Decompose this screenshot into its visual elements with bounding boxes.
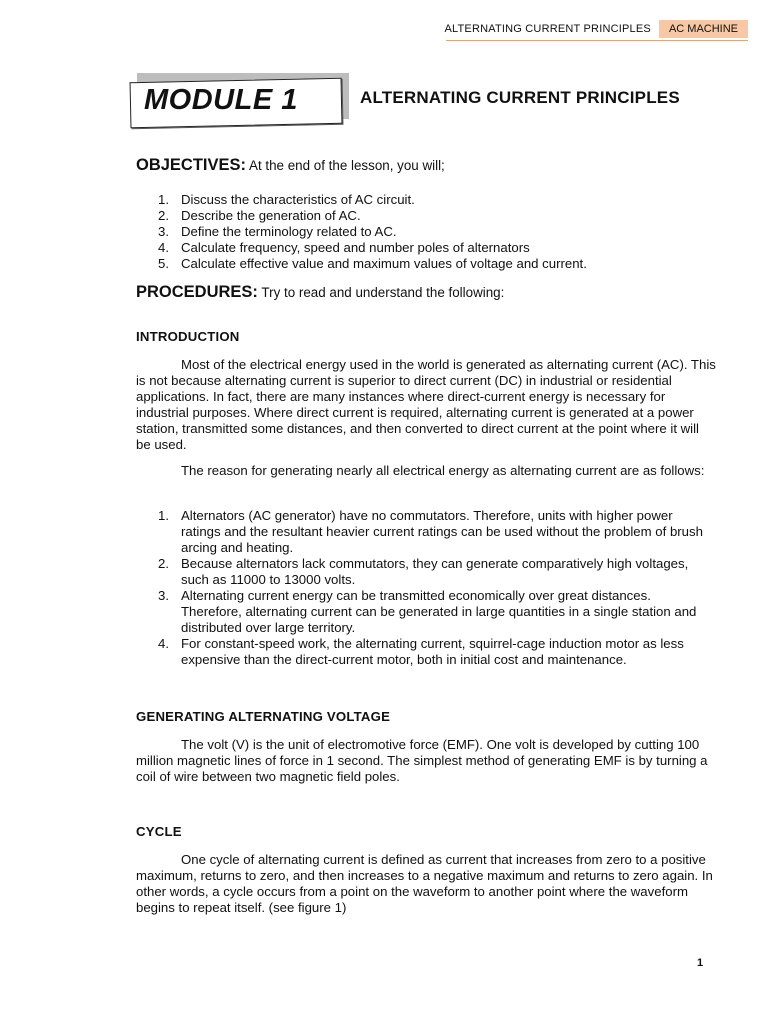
list-text: Calculate effective value and maximum values of voltage and current. — [181, 256, 587, 271]
list-text: Calculate frequency, speed and number poles of alternators — [181, 240, 530, 255]
list-number: 3. — [158, 588, 169, 603]
cycle-paragraph: One cycle of alternating current is defined as current that increases from zero to a positive maximum, returns to zero, and then increases to a negative maximum and returns to zero again. In other words, a cycle occurs from a point on the waveform to another point where the waveform begins to repeat itself. (see figure 1) — [136, 852, 713, 915]
list-text: Alternators (AC generator) have no commutators. Therefore, units with higher power ratings and the resultant heavier current ratings can be used without the problem of brush arcing and heating. — [181, 508, 703, 555]
module-label: MODULE 1 — [144, 84, 298, 116]
cycle-heading: CYCLE — [136, 824, 182, 839]
page-header — [444, 20, 748, 38]
list-item — [136, 224, 587, 240]
procedures-line — [136, 283, 504, 302]
list-item — [136, 256, 587, 272]
list-number: 4. — [158, 636, 169, 651]
page-number: 1 — [697, 957, 704, 969]
list-item — [136, 556, 706, 588]
list-number: 1. — [158, 192, 169, 207]
generating-heading: GENERATING ALTERNATING VOLTAGE — [136, 709, 391, 724]
list-number: 4. — [158, 240, 169, 255]
list-item — [136, 588, 706, 636]
list-text: Alternating current energy can be transmitted economically over great distances. Therefore, alternating current can be generated in large quantities in a single station and distributed over large territory. — [181, 588, 697, 635]
generating-paragraph: The volt (V) is the unit of electromotive force (EMF). One volt is developed by cutting 100 million magnetic lines of force in 1 second. The simplest method of generating EMF is by turning a coil of wire between two magnetic field poles. — [136, 737, 708, 784]
objectives-label: OBJECTIVES: — [136, 156, 247, 174]
introduction-paragraph-1: Most of the electrical energy used in the world is generated as alternating current (AC). This is not because alternating current is superior to direct current (DC) in industrial or residential applications. In fact, there are many instances where direct-current energy is necessary for industrial purposes. Where direct current is required, alternating current is generated at a power station, transmitted some distances, and then converted to direct current at the point where it will be used. — [136, 357, 716, 452]
objectives-intro: At the end of the lesson, you will; — [249, 158, 445, 173]
list-item — [136, 240, 587, 256]
list-item — [136, 508, 706, 556]
procedures-label: PROCEDURES: — [136, 283, 258, 301]
list-text: Define the terminology related to AC. — [181, 224, 397, 239]
header-tag: AC MACHINE — [659, 20, 748, 38]
list-number: 3. — [158, 224, 169, 239]
list-text: For constant-speed work, the alternating current, squirrel-cage induction motor as less expensive than the direct-current motor, both in initial cost and maintenance. — [181, 636, 684, 667]
list-item — [136, 192, 587, 208]
introduction-paragraph-2: The reason for generating nearly all electrical energy as alternating current are as follows: — [181, 463, 705, 478]
procedures-text: Try to read and understand the following: — [261, 285, 505, 300]
list-item — [136, 636, 706, 668]
list-text: Because alternators lack commutators, they can generate comparatively high voltages, such as 11000 to 13000 volts. — [181, 556, 689, 587]
objectives-list — [136, 192, 587, 272]
module-heading: ALTERNATING CURRENT PRINCIPLES — [360, 88, 680, 107]
list-number: 1. — [158, 508, 169, 523]
list-number: 2. — [158, 208, 169, 223]
list-item — [136, 208, 587, 224]
list-text: Discuss the characteristics of AC circuit. — [181, 192, 415, 207]
objectives-line — [136, 156, 445, 175]
reasons-list — [136, 508, 706, 668]
list-number: 5. — [158, 256, 169, 271]
introduction-heading: INTRODUCTION — [136, 329, 240, 344]
header-title: ALTERNATING CURRENT PRINCIPLES — [444, 23, 651, 35]
header-rule — [446, 40, 748, 41]
list-text: Describe the generation of AC. — [181, 208, 361, 223]
list-number: 2. — [158, 556, 169, 571]
